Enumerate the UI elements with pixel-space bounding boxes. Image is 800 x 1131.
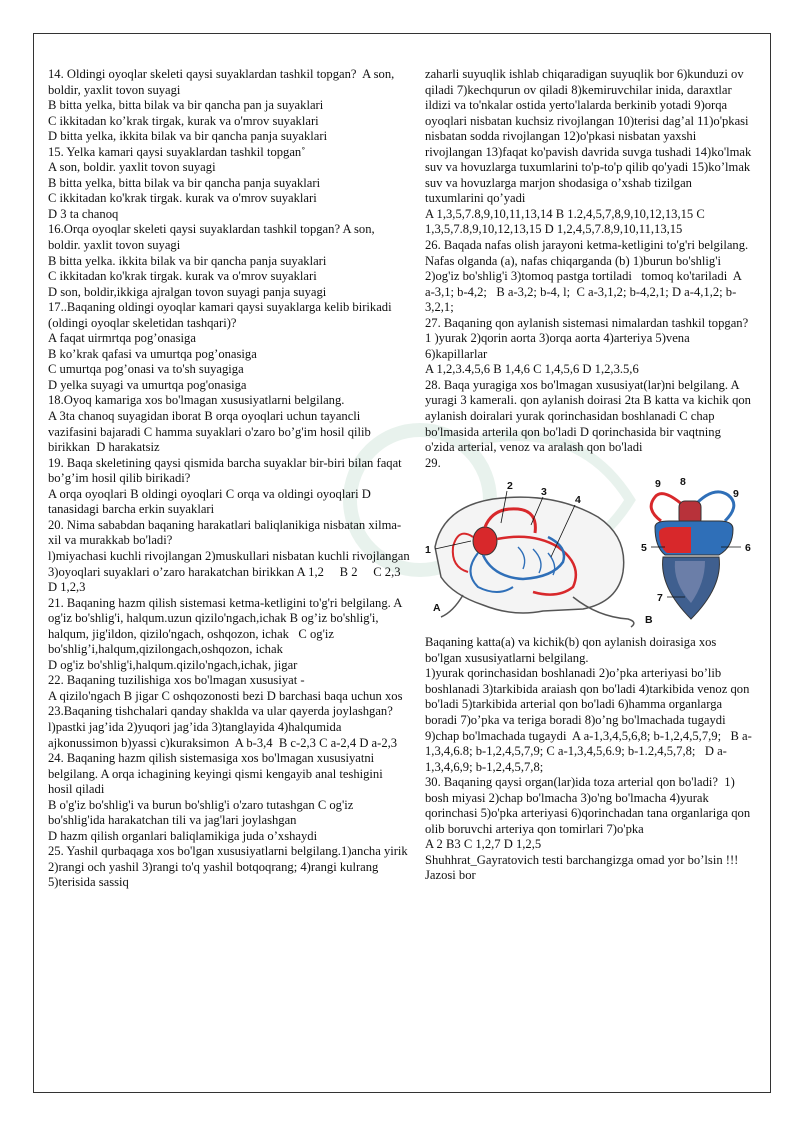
circulation-figure — [423, 477, 768, 629]
text-paragraph: A son, boldir. yaxlit tovon suyagi — [48, 160, 216, 175]
figure-label: 6 — [745, 542, 751, 555]
text-paragraph: 22. Baqaning tuzilishiga xos bo'lmagan xususiyat - — [48, 673, 305, 688]
footer-note: Shuhhrat_Gayratovich testi barchangizga omad yor bo’lsin !!! Jazosi bor — [425, 852, 742, 883]
figure-label: 7 — [657, 592, 663, 605]
text-paragraph: 28. Baqa yuragiga xos bo'lmagan xususiyat(lar)ni belgilang. A yuragi 3 kamerali. qon aylanish doirasi 2ta B katta va kichik qon aylanish doiralari yurak qorinchasidan boshlanadi C chap bo'lmasida arterila qon bo'ladi D qorinchasida bir vaqtning o'zida arterial, venoz va aralash qon bo'ladi — [425, 377, 755, 455]
text-paragraph: B ko’krak qafasi va umurtqa pog’onasiga — [48, 346, 257, 361]
figure-label: 1 — [425, 544, 431, 557]
text-paragraph: A qizilo'ngach B jigar C oshqozonosti bezi D barchasi baqa uchun xos — [48, 688, 403, 703]
text-paragraph: D 3 ta chanoq — [48, 206, 119, 221]
text-paragraph: A 2 B3 C 1,2,7 D 1,2,5 — [425, 837, 542, 852]
text-paragraph: 23.Baqaning tishchalari qanday shaklda va ular qayerda joylashgan? l)pastki jag’ida 2)yuqori jag’ida 3)tanglayida 4)halqumida ajkonussimon b)yassi c)kuraksimon A b-3,4 B c-2,3 C a-2,4 D a-2,3 — [48, 704, 398, 750]
text-paragraph: A orqa oyoqlari B oldingi oyoqlari C orqa va oldingi oyoqlari D tanasidagi barcha erkin suyaklari — [48, 486, 374, 517]
figure-label: 5 — [641, 542, 647, 555]
figure-label: 8 — [680, 476, 686, 489]
text-paragraph: 29. — [425, 455, 441, 470]
text-paragraph: C ikkitadan ko'krak tirgak. kurak va o'mrov suyaklari — [48, 269, 317, 284]
text-paragraph: D yelka suyagi va umurtqa pog'onasiga — [48, 377, 247, 392]
frog-circulation-diagram — [423, 477, 768, 629]
frog-foreleg-outline — [441, 595, 463, 617]
figure-label: A — [433, 602, 441, 615]
text-paragraph: A 1,2,3.4,5,6 B 1,4,6 C 1,4,5,6 D 1,2,3.5,6 — [425, 362, 639, 377]
right-column — [425, 67, 753, 884]
figure-label: 3 — [541, 486, 547, 499]
text-paragraph: 24. Baqaning hazm qilish sistemasiga xos bo'lmagan xususiyatni belgilang. A orqa ichagining keyingi qismi kengayib anal teshigini hosil qiladi — [48, 751, 386, 797]
text-paragraph: 15. Yelka kamari qaysi suyaklardan tashkil topgan˚ — [48, 144, 306, 159]
text-paragraph: 14. Oldingi oyoqlar skeleti qaysi suyaklardan tashkil topgan? A son, boldir, yaxlit tovon suyagi — [48, 67, 398, 97]
text-paragraph: 21. Baqaning hazm qilish sistemasi ketma-ketligini to'g'ri belgilang. A og'iz bo'shlig'i, halqum.uzun qizilo'ngach,ichak B og’iz bo'shlig'i, halqum, jig'ildon, qizilo'ngach, oshqozon, ichak C og'iz bo'shlig’i,halqum,qizilongach,oshqozon, ichak — [48, 595, 405, 657]
text-paragraph: 25. Yashil qurbaqaga xos bo'lgan xususiyatlarni belgilang.1)ancha yirik 2)rangi och yashil 3)rangi to'q yashil botqoqrang; 4)rangi kulrang 5)terisida sassiq — [48, 844, 411, 890]
text-paragraph: D son, boldir,ikkiga ajralgan tovon suyagi panja suyagi — [48, 284, 327, 299]
figure-label: 9 — [733, 488, 739, 501]
figure-label: 2 — [507, 480, 513, 493]
text-paragraph: D bitta yelka, ikkita bilak va bir qancha panja suyaklari — [48, 129, 328, 144]
text-paragraph: zaharli suyuqlik ishlab chiqaradigan suyuqlik bor 6)kunduzi ov qiladi 7)kechqurun ov qiladi 8)kemiruvchilar inida, daraxtlar ildizi va to'nkalar ostida yerto'lalarda berkinib yotadi 9)orqa oyoqlari nisbatan kuchsiz rivojlangan 10)terisi dag’al 11)o'pkasi nisbatan sodda rivojlangan 12)o'pkasi nisbatan yaxshi rivojlangan 13)faqat ko'pavish davrida suvga tushadi 14)ko'lmak suv va hovuzlarga tuxumlarini to'p-to'p qilib qo'yadi 15)ko’lmak suv va hovuzlarga marjon shodasiga o’xshab tizilgan tuxumlarini qo’yadi — [425, 67, 755, 206]
text-paragraph: 20. Nima sababdan baqaning harakatlari baliqlanikiga nisbatan xilma-xil va murakkab bo'ladi? — [48, 517, 402, 548]
text-paragraph: 27. Baqaning qon aylanish sistemasi nimalardan tashkil topgan? 1 )yurak 2)qorin aorta 3)orqa aorta 4)arteriya 5)vena 6)kapillarlar — [425, 315, 752, 361]
text-paragraph: 18.Oyoq kamariga xos bo'lmagan xususiyatlarni belgilang. — [48, 393, 345, 408]
text-paragraph: 16.Orqa oyoqlar skeleti qaysi suyaklardan tashkil topgan? A son, boldir. yaxlit tovon suyagi — [48, 222, 378, 253]
left-atrium — [659, 527, 691, 553]
text-paragraph: B bitta yelka. ikkita bilak va bir qancha panja suyaklari — [48, 253, 327, 268]
text-paragraph: 30. Baqaning qaysi organ(lar)ida toza arterial qon bo'ladi? 1) bosh miyasi 2)chap bo'lmacha 3)o'ng bo'lmacha 4)yurak qorinchasi 5)o'pka arteriyasi 6)qorinchadan tana organlariga qon olib boruvchi arteriya qon tomirlari 7)o'pka — [425, 775, 754, 836]
figure-label: B — [645, 614, 653, 627]
text-paragraph: D og'iz bo'shlig'i,halqum.qizilo'ngach,ichak, jigar — [48, 657, 298, 672]
text-paragraph: D hazm qilish organlari baliqlamikiga juda o’xshaydi — [48, 828, 318, 843]
text-paragraph: A 1,3,5,7.8,9,10,11,13,14 B 1.2,4,5,7,8,9,10,12,13,15 C 1,3,5,7.8,9,10,12,13,15 D 1,2,4,5,7.8,9,10,11,13,15 — [425, 206, 708, 237]
text-paragraph: 19. Baqa skeletining qaysi qismida barcha suyaklar bir-biri bilan faqat bo’g’im hosil qilib birikadi? — [48, 455, 405, 486]
text-paragraph: 17..Baqaning oldingi oyoqlar kamari qaysi suyaklarga kelib birikadi (oldingi oyoqlar skeletidan tashqari)? — [48, 300, 395, 330]
text-paragraph: l)miyachasi kuchli rivojlangan 2)muskullari nisbatan kuchli rivojlangan 3)oyoqlari suyaklari o’zaro harakatchan birikkan A 1,2 B 2 C 2,3 D 1,2,3 — [48, 548, 420, 595]
text-paragraph: 1)yurak qorinchasidan boshlanadi 2)o’pka arteriyasi bo’lib boshlanadi 3)tarkibida araiash qon bo'ladi 4)tarkibida venoz qon bo'ladi 5)tarkibida arterial qon bo'ladi 6)hamma organlarga boradi 7)o’pka va teriga boradi 8)o’ng bo'lmachada tugaydi 9)chap bo'lmachada tugaydi A a-1,3,4,5,6,8; b-1,2,4,5,7,9; B a-1,3,4,6.8; b-1,2,4,5,7,9; C a-1,3,4,5,6.9; b-1.2,4,5,7,8; D a-1,3,4,6,9; b-1,2,4,5,7,8; — [425, 666, 753, 774]
frog-heart — [473, 527, 497, 555]
text-paragraph: A faqat uirmrtqa pog’onasiga — [48, 331, 196, 346]
text-paragraph: Baqaning katta(a) va kichik(b) qon aylanish doirasiga xos bo'lgan xususiyatlarni belgilang. — [425, 635, 720, 665]
text-paragraph: 26. Baqada nafas olish jarayoni ketma-ketligini to'g'ri belgilang. Nafas olganda (a), nafas chiqarganda (b) 1)burun bo'shlig'i 2)og'iz bo'shlig'i 3)tomoq pastga tortiladi tomoq ko'tariladi A a-3,1; b-4,2; B a-3,2; b-4, l; C a-3,1,2; b-4,2,1; D a-4,1,2; b-3,2,1; — [425, 238, 752, 315]
text-paragraph: B o'g'iz bo'shlig'i va burun bo'shlig'i o'zaro tutashgan C og'iz bo'shlig'ida harakatchan tili va jag'lari joylashgan — [48, 797, 357, 828]
text-paragraph: B bitta yelka, bitta bilak va bir qancha pan ja suyaklari — [48, 98, 324, 113]
text-paragraph: B bitta yelka, bitta bilak va bir qancha panja suyaklari — [48, 175, 321, 190]
figure-label: 9 — [655, 478, 661, 491]
text-paragraph: C ikkitadan ko’krak tirgak, kurak va o'mrov suyaklari — [48, 113, 319, 128]
text-paragraph: C umurtqa pog’onasi va to'sh suyagiga — [48, 362, 244, 377]
text-paragraph: A 3ta chanoq suyagidan iborat B orqa oyoqlari uchun tayancli vazifasini bajaradi C hamma suyaklari o'zaro bo’g'im hosil qilib birikkan D harakatsiz — [48, 409, 374, 455]
figure-label: 4 — [575, 494, 581, 507]
text-paragraph: C ikkitadan ko'krak tirgak. kurak va o'mrov suyaklari — [48, 191, 317, 206]
left-column — [48, 67, 420, 891]
